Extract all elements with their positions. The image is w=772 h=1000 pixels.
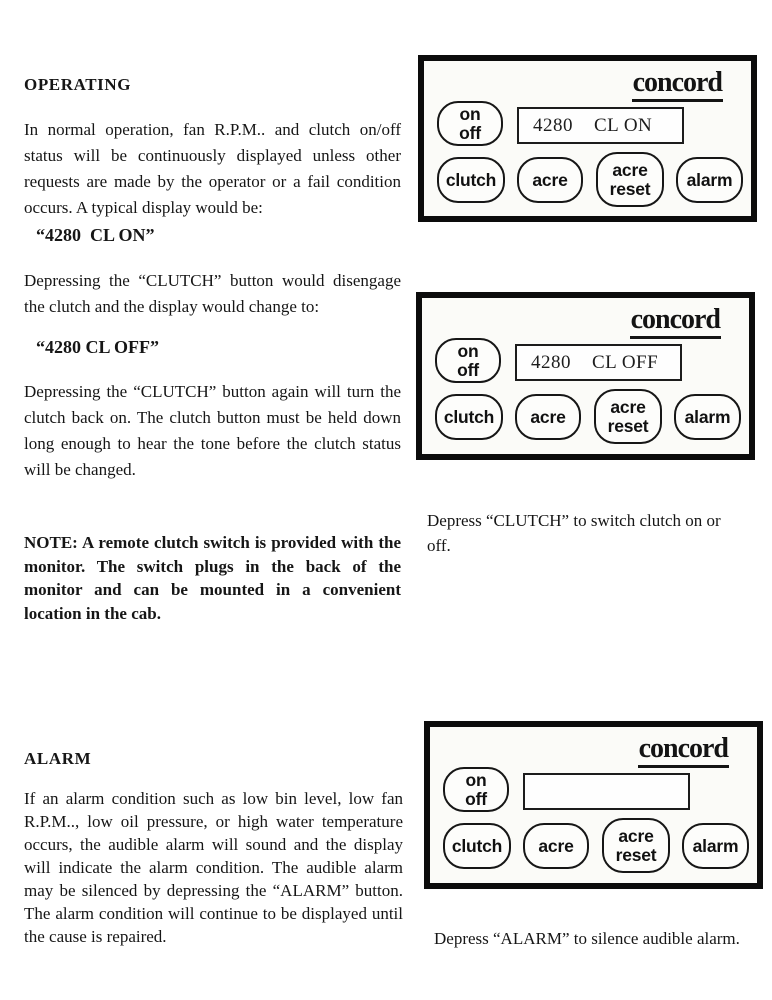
concord-logo: concord — [638, 735, 729, 768]
alarm-paragraph: If an alarm condition such as low bin level, low fan R.P.M.., low oil pressure, or high water temperature occurs, the audible alarm will sound and the display will indicate the alarm condition. The audible alarm may be silenced by depressing the “ALARM” button. The alarm condition will continue to be displayed until the cause is repaired. — [24, 789, 403, 946]
acre-button-label: acre — [530, 406, 566, 427]
acre-reset-button — [596, 152, 664, 207]
acre-button — [523, 823, 589, 869]
alarm-button-label: alarm — [692, 835, 739, 856]
on-off-button-label-bottom: off — [465, 788, 487, 809]
acre-reset-button — [594, 389, 662, 444]
monitor-panel-alarm — [424, 721, 763, 889]
display-quote-clutch-on: “4280 CL ON” — [36, 225, 155, 245]
clutch-button-label: clutch — [451, 835, 503, 856]
alarm-button — [676, 157, 743, 203]
on-off-button — [435, 338, 501, 383]
on-off-button-label-top: on — [459, 103, 481, 124]
operating-intro-paragraph: In normal operation, fan R.P.M.. and clutch on/off status will be continuously displayed unless other requests are made by the operator or a fail condition occurs. A typical display would be: — [24, 120, 401, 217]
acre-button — [517, 157, 583, 203]
clutch-paragraph-2: Depressing the “CLUTCH” button again will turn the clutch back on. The clutch button must be held down long enough to hear the tone before the clutch status will be changed. — [24, 382, 401, 479]
alarm-heading: ALARM — [24, 749, 92, 768]
clutch-paragraph-1: Depressing the “CLUTCH” button would disengage the clutch and the display would change to: — [24, 271, 401, 316]
figure-caption-clutch: Depress “CLUTCH” to switch clutch on or off. — [427, 511, 721, 555]
lcd-display — [523, 773, 690, 810]
acre-reset-label-bottom: reset — [615, 844, 657, 865]
acre-reset-label-bottom: reset — [609, 178, 651, 199]
monitor-panel-clutch-off — [416, 292, 755, 460]
on-off-button-label-bottom: off — [459, 122, 481, 143]
display-quote-clutch-off: “4280 CL OFF” — [36, 337, 160, 357]
alarm-button — [674, 394, 741, 440]
monitor-panel-clutch-on — [418, 55, 757, 222]
acre-reset-label-bottom: reset — [607, 415, 649, 436]
acre-button — [515, 394, 581, 440]
display-text: 4280 CL OFF — [531, 351, 659, 373]
clutch-button — [443, 823, 511, 869]
acre-reset-button — [602, 818, 670, 873]
clutch-button-label: clutch — [445, 169, 497, 190]
figure-caption-alarm: Depress “ALARM” to silence audible alarm. — [434, 929, 740, 948]
acre-reset-label-top: acre — [618, 825, 654, 846]
alarm-button — [682, 823, 749, 869]
operating-heading: OPERATING — [24, 75, 132, 94]
on-off-button-label-top: on — [465, 769, 487, 790]
concord-logo: concord — [632, 69, 723, 102]
acre-button-label: acre — [538, 835, 574, 856]
clutch-button — [435, 394, 503, 440]
lcd-display — [515, 344, 682, 381]
note-paragraph: NOTE: A remote clutch switch is provided with the monitor. The switch plugs in the back of the monitor and can be mounted in a convenient location in the cab. — [24, 533, 401, 623]
clutch-button-label: clutch — [443, 406, 495, 427]
on-off-button — [443, 767, 509, 812]
on-off-button-label-top: on — [457, 340, 479, 361]
lcd-display — [517, 107, 684, 144]
alarm-button-label: alarm — [686, 169, 733, 190]
on-off-button — [437, 101, 503, 146]
acre-reset-label-top: acre — [612, 159, 648, 180]
clutch-button — [437, 157, 505, 203]
display-text: 4280 CL ON — [533, 114, 653, 136]
alarm-button-label: alarm — [684, 406, 731, 427]
acre-reset-label-top: acre — [610, 396, 646, 417]
concord-logo: concord — [630, 306, 721, 339]
on-off-button-label-bottom: off — [457, 359, 479, 380]
acre-button-label: acre — [532, 169, 568, 190]
